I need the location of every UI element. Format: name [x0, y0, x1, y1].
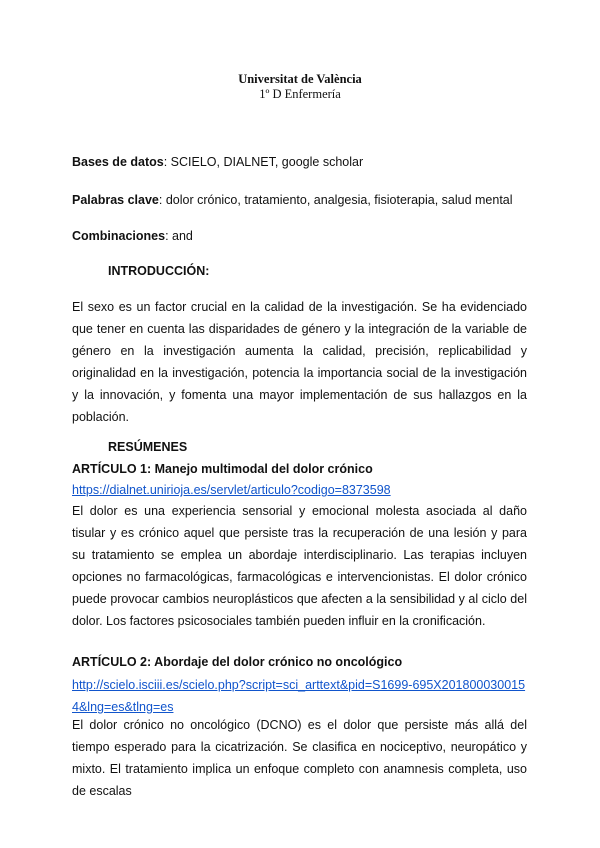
article-1-summary: El dolor es una experiencia sensorial y emocional molesta asociada al daño tisular y es crónico aquel que persiste tras la recuperación de una lesión y para su tratamiento se emplea un abordaje interdisciplinario. Las terapias incluyen opciones no farmacológicas, farmacológicas e intervencionistas. El dolor crónico puede provocar cambios neuroplásticos que afecten a la sensibilidad y al ciclo del dolor. Los factores psicosociales también pueden influir en la cronificación.: [72, 504, 527, 628]
keywords-label: Palabras clave: [72, 193, 159, 207]
course-name: 1º D Enfermería: [259, 87, 341, 101]
introduction-heading: INTRODUCCIÓN:: [108, 264, 210, 278]
article-1-title: ARTÍCULO 1: Manejo multimodal del dolor crónico: [72, 462, 373, 476]
keywords-value: : dolor crónico, tratamiento, analgesia, fisioterapia, salud mental: [158, 193, 513, 207]
university-name: Universitat de València: [238, 72, 362, 86]
databases-value: : SCIELO, DIALNET, google scholar: [163, 155, 364, 169]
combinations-line: [72, 229, 193, 243]
databases-line: [72, 155, 363, 169]
summaries-heading: RESÚMENES: [108, 440, 188, 454]
combinations-label: Combinaciones: [72, 229, 166, 243]
article-1-link[interactable]: https://dialnet.unirioja.es/servlet/articulo?codigo=8373598: [72, 483, 391, 497]
article-2-summary: El dolor crónico no oncológico (DCNO) es el dolor que persiste más allá del tiempo esperado para la cicatrización. Se clasifica en nociceptivo, neuropático y mixto. El tratamiento implica un enfoque completo con anamnesis completa, uso de escalas: [72, 718, 527, 798]
databases-label: Bases de datos: [72, 155, 164, 169]
introduction-paragraph: El sexo es un factor crucial en la calidad de la investigación. Se ha evidenciado que tener en cuenta las disparidades de género y la integración de la variable de género en la investigación aumenta la calidad, precisión, replicabilidad y originalidad en la investigación, potencia la importancia social de la investigación y la innovación, y fomenta una mayor implementación de sus hallazgos en la población.: [72, 300, 527, 424]
document-header: [0, 72, 600, 102]
keywords-line: [72, 193, 513, 207]
combinations-value: : and: [165, 229, 193, 243]
article-2-link[interactable]: http://scielo.isciii.es/scielo.php?script=sci_arttext&pid=S1699-695X2018000300154&lng=es&tlng=es: [72, 678, 526, 714]
article-2-title: ARTÍCULO 2: Abordaje del dolor crónico no oncológico: [72, 655, 403, 669]
